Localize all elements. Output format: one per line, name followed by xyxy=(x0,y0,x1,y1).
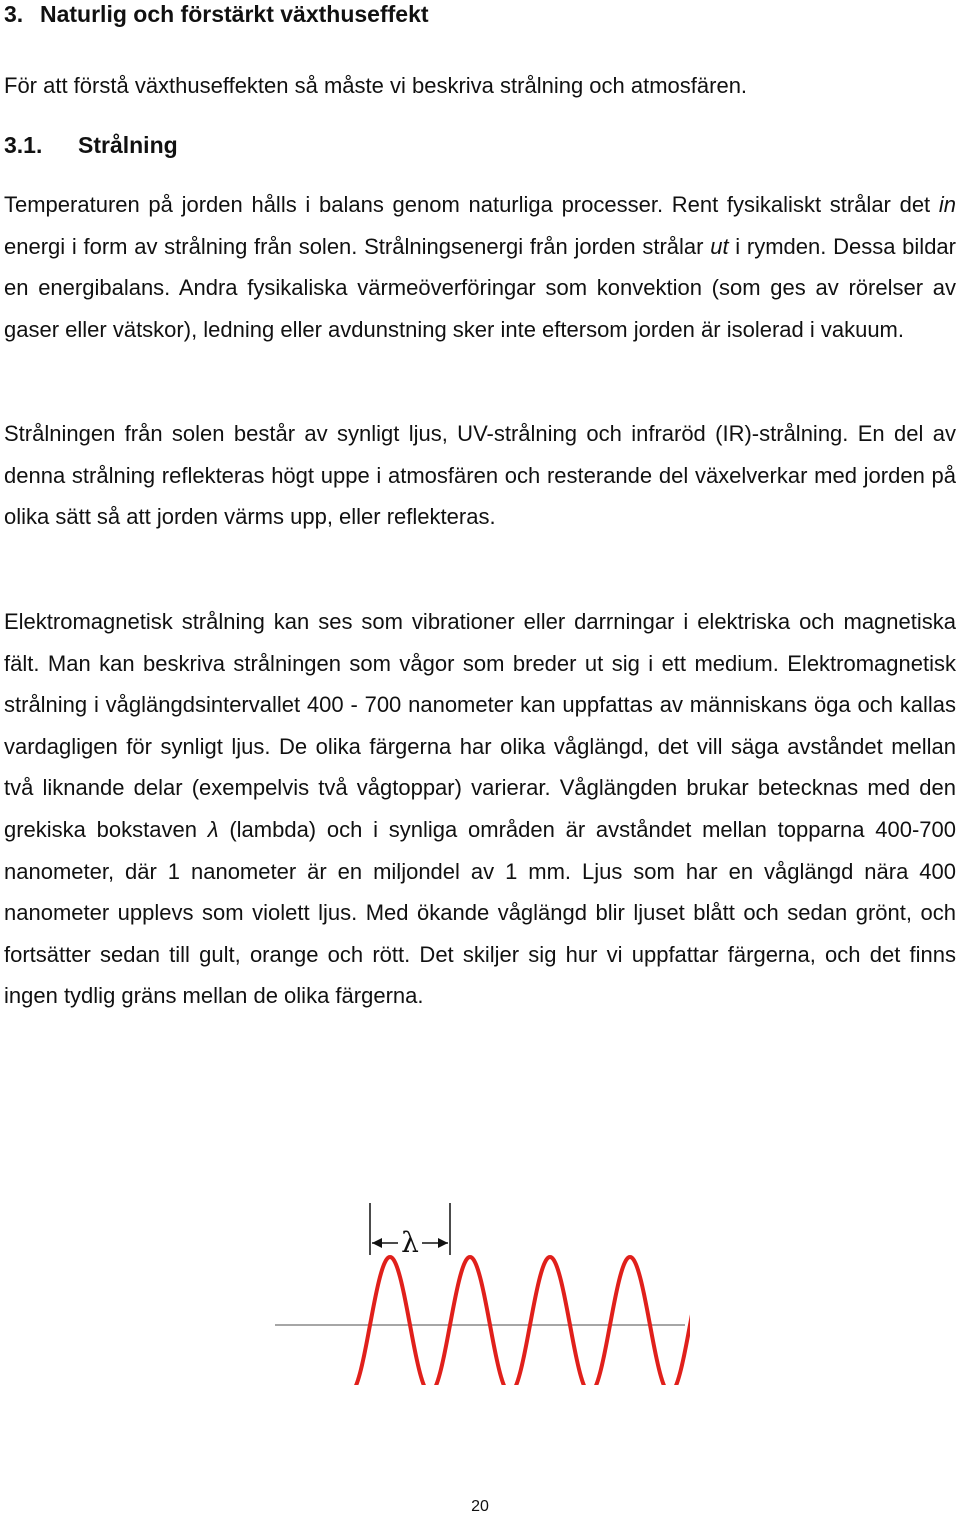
paragraph-text: i rymden. Dessa bildar en energibalans. Andra fysikaliska värmeöverföringar som konvektion (som ges av rörelser av gaser eller vätskor), ledning eller avdunstning sker inte eftersom jorden är isolerad i vakuum. xyxy=(4,233,956,342)
subsection-title: Strålning xyxy=(78,132,178,158)
italic-in: in xyxy=(938,192,956,217)
paragraph-text: (lambda) och i synliga områden är avståndet mellan topparna 400-700 nanometer, där 1 nanometer är en miljondel av 1 mm. Ljus som har en våglängd nära 400 nanometer upplevs som violett ljus. Med ökande våglängd blir ljuset blått och sedan grönt, och fortsätter sedan till gult, orange och rött. Det skiljer sig hur vi uppfattar färgerna, och det finns ingen tydlig gräns mellan de olika färgerna. xyxy=(4,816,956,1009)
section-number: 3. xyxy=(4,1,24,27)
paragraph-solar-radiation: Strålningen från solen består av synligt ljus, UV-strålning och infraröd (IR)-strålning. En del av denna strålning reflekteras högt uppe i atmosfären och resterande del växelverkar med jorden på olika sätt så att jorden värms upp, eller reflekteras. xyxy=(4,421,956,530)
paragraph-energy-balance xyxy=(4,184,956,350)
subsection-heading xyxy=(4,131,178,159)
arrowhead-right-icon xyxy=(438,1238,448,1248)
paragraph-text: Temperaturen på jorden hålls i balans genom naturliga processer. Rent fysikaliskt strålar det xyxy=(4,192,939,217)
paragraph-electromagnetic xyxy=(4,601,956,1017)
sine-wave xyxy=(350,1257,690,1385)
arrowhead-left-icon xyxy=(372,1238,382,1248)
page-number: 20 xyxy=(471,1498,489,1515)
paragraph-text: Elektromagnetisk strålning kan ses som vibrationer eller darrningar i elektriska och magnetiska fält. Man kan beskriva strålningen som vågor som breder ut sig i ett medium. Elektromagnetisk strålning i våglängdsintervallet 400 - 700 nanometer kan uppfattas av människans öga och kallas vardagligen för synligt ljus. De olika färgerna har olika våglängd, det vill säga avståndet mellan två liknande delar (exempelvis två vågtoppar) varierar. Våglängden brukar betecknas med den grekiska bokstaven xyxy=(4,609,956,842)
section-heading xyxy=(4,0,429,28)
wavelength-label: λ xyxy=(401,1226,419,1259)
italic-ut: ut xyxy=(710,233,729,259)
lambda-symbol: λ xyxy=(207,816,219,842)
wavelength-figure xyxy=(270,1195,690,1385)
section-intro: För att förstå växthuseffekten så måste vi beskriva strålning och atmosfären. xyxy=(4,73,748,98)
paragraph-text: energi i form av strålning från solen. Strålningsenergi från jorden strålar xyxy=(4,233,711,259)
subsection-number: 3.1. xyxy=(4,132,43,158)
section-title: Naturlig och förstärkt växthuseffekt xyxy=(40,1,429,27)
